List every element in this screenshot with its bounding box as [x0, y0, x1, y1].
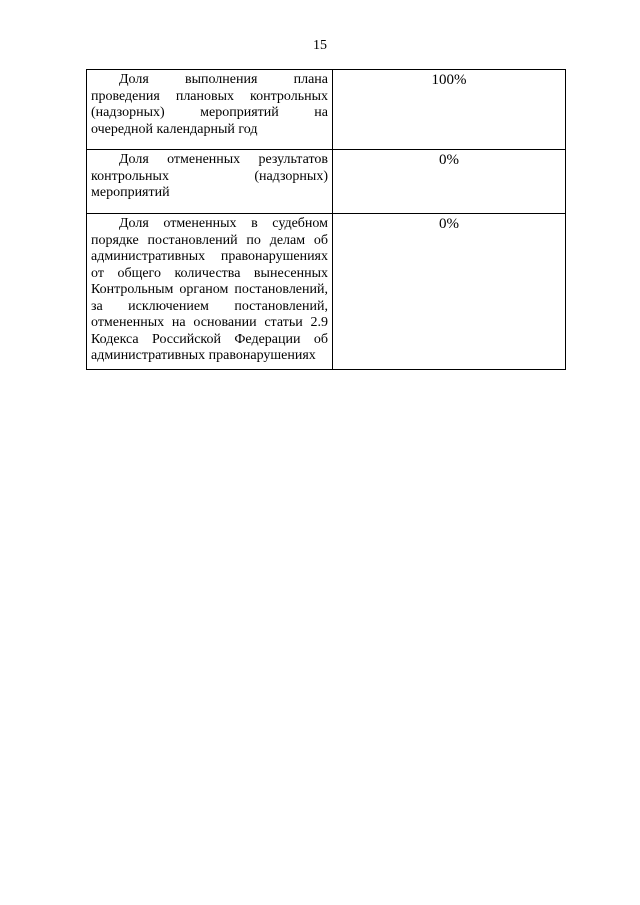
indicator-description: Доля отмененных результатов контрольных (надзорных) мероприятий	[87, 150, 333, 214]
indicator-value: 100%	[333, 70, 566, 150]
indicator-value: 0%	[333, 214, 566, 370]
table-row	[87, 214, 566, 370]
indicator-description: Доля выполнения плана проведения плановых контрольных (надзорных) мероприятий на очередной календарный год	[87, 70, 333, 150]
indicators-table	[86, 69, 566, 370]
indicator-description: Доля отмененных в судебном порядке постановлений по делам об административных правонарушениях от общего количества вынесенных Контрольным органом постановлений, за исключением постановлений, отмененных на основании статьи 2.9 Кодекса Российской Федерации об административных правонарушениях	[87, 214, 333, 370]
table-row	[87, 150, 566, 214]
page-number: 15	[313, 38, 327, 53]
indicator-value: 0%	[333, 150, 566, 214]
table-row	[87, 70, 566, 150]
